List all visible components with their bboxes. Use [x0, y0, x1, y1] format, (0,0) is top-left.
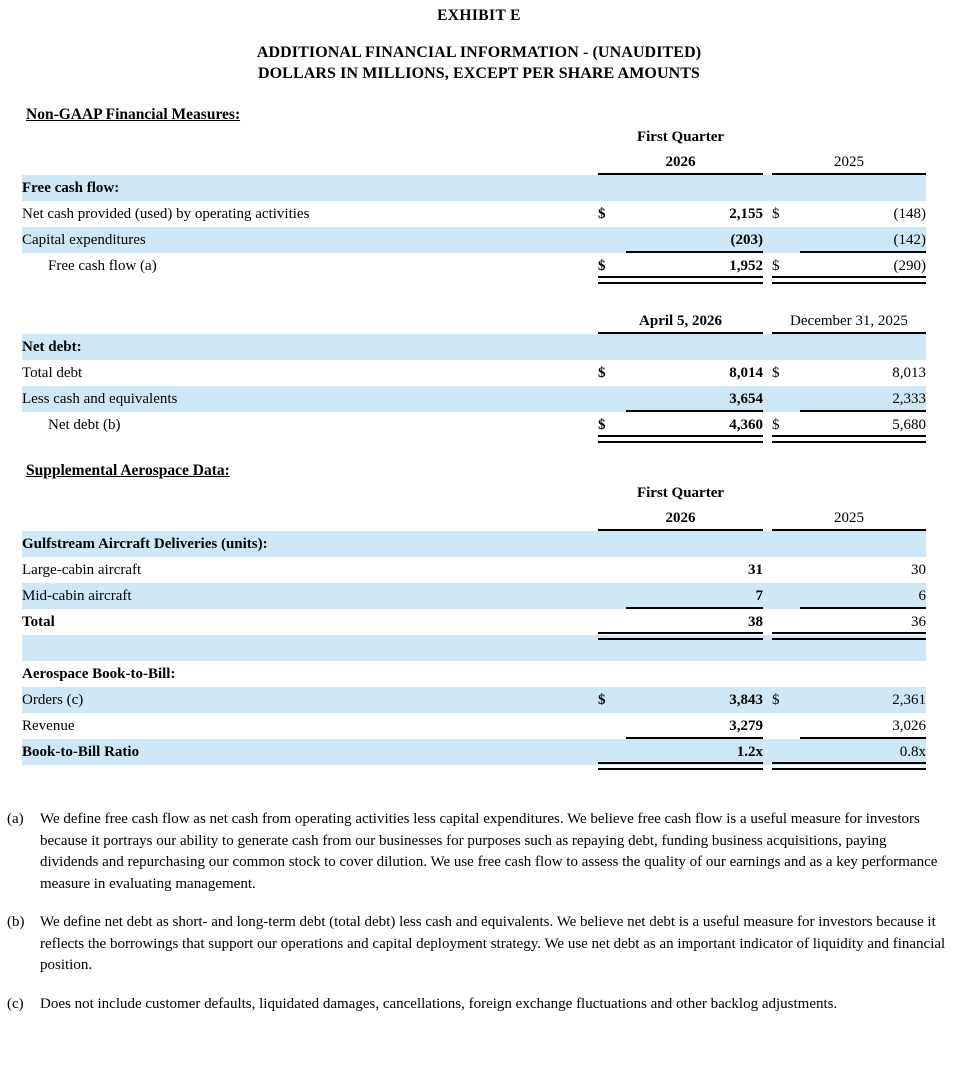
netdebt-total-cur-2026: $: [598, 412, 626, 438]
deliveries-total-val-2026: 38: [626, 609, 763, 635]
btb-ratio-row: [22, 739, 926, 765]
fcf-group-header-row: [22, 124, 926, 150]
fcf-total-cur-2025: $: [772, 253, 800, 279]
netdebt-total-val-2025: 5,680: [800, 412, 926, 438]
deliveries-row-0-val-2025: 30: [911, 562, 926, 578]
deliveries-column-header-row: [22, 506, 926, 531]
btb-title: Aerospace Book-to-Bill:: [22, 666, 176, 682]
footnote-b-text: We define net debt as short- and long-term debt (total debt) less cash and equivalents. We believe net debt is a useful measure for investors because it reflects the borrowings that support our operations and capital deployment strategy. We use net debt as an important indicator of liquidity and financial position.: [40, 914, 946, 973]
subtitle-line-1: ADDITIONAL FINANCIAL INFORMATION - (UNAUDITED): [256, 44, 702, 61]
netdebt-row-1-val-2026: 3,654: [626, 386, 763, 412]
table-row: [22, 713, 926, 739]
fcf-row-1-label: Capital expenditures: [22, 227, 598, 253]
fcf-column-header-row: [22, 150, 926, 175]
table-row: [22, 687, 926, 713]
netdebt-row-0-val-2025: 8,013: [892, 365, 926, 381]
footnote-c: [7, 994, 947, 1016]
deliveries-row-0-label: Large-cabin aircraft: [22, 562, 142, 578]
btb-row-0-cur-2026: $: [598, 687, 626, 713]
netdebt-col-2025: December 31, 2025: [772, 309, 926, 334]
document-header: [0, 0, 958, 84]
footnote-c-text: Does not include customer defaults, liquidated damages, cancellations, foreign exchange fluctuations and other backlog adjustments.: [40, 995, 838, 1012]
btb-ratio-val-2026: 1.2x: [626, 739, 763, 765]
btb-row-1-cur-2026: [598, 713, 626, 739]
fcf-row-0-label: Net cash provided (used) by operating activities: [22, 206, 310, 222]
aerospace-table: [22, 480, 926, 765]
footnote-a-mark: (a): [7, 811, 24, 827]
table-row: [22, 557, 926, 583]
deliveries-row-1-val-2025: 6: [800, 583, 926, 609]
netdebt-row-0-label: Total debt: [22, 365, 83, 381]
deliveries-col-2026: 2026: [598, 506, 763, 531]
netdebt-row-1-cur-2026: [598, 386, 626, 412]
deliveries-title: Gulfstream Aircraft Deliveries (units):: [22, 531, 598, 557]
deliveries-group-header: First Quarter: [636, 485, 725, 501]
fcf-row-1-val-2026: (203): [626, 227, 763, 253]
netdebt-column-header-row: [22, 309, 926, 334]
netdebt-row-0-cur-2025: $: [772, 365, 780, 381]
fcf-total-label: Free cash flow (a): [48, 258, 157, 274]
deliveries-group-header-row: [22, 480, 926, 506]
netdebt-row-1-val-2025: 2,333: [800, 386, 926, 412]
netdebt-row-0-val-2026: 8,014: [729, 365, 763, 381]
deliveries-row-0-val-2026: 31: [748, 562, 763, 578]
netdebt-total-val-2026: 4,360: [626, 412, 763, 438]
btb-row-0-val-2025: 2,361: [800, 687, 926, 713]
netdebt-col-2026: April 5, 2026: [598, 309, 763, 334]
fcf-title-row: [22, 175, 926, 201]
fcf-group-header: First Quarter: [636, 129, 725, 145]
btb-row-0-label: Orders (c): [22, 687, 598, 713]
btb-row-0-cur-2025: $: [772, 687, 800, 713]
deliveries-total-val-2025: 36: [800, 609, 926, 635]
non-gaap-section: [0, 106, 958, 124]
table-row: [22, 360, 926, 386]
document-subtitle: [0, 42, 958, 84]
fcf-total-val-2026: 1,952: [626, 253, 763, 279]
netdebt-total-cur-2025: $: [772, 412, 800, 438]
supplemental-aerospace-section: [0, 462, 958, 480]
fcf-row-0-cur-2026: $: [598, 206, 606, 222]
btb-row-1-val-2025: 3,026: [800, 713, 926, 739]
btb-row-0-val-2026: 3,843: [626, 687, 763, 713]
footnote-b: [7, 912, 947, 977]
netdebt-row-1-label: Less cash and equivalents: [22, 386, 598, 412]
table-row: [22, 227, 926, 253]
netdebt-title: Net debt:: [22, 334, 598, 360]
supplemental-heading: Supplemental Aerospace Data:: [26, 462, 230, 479]
fcf-total-cur-2026: $: [598, 253, 626, 279]
fcf-row-0-cur-2025: $: [772, 206, 780, 222]
deliveries-col-2025: 2025: [772, 506, 926, 531]
free-cash-flow-table: [22, 124, 926, 438]
btb-title-row: [22, 661, 926, 687]
footnote-a: [7, 809, 947, 895]
netdebt-title-row: [22, 334, 926, 360]
fcf-row-0-val-2025: (148): [893, 206, 926, 222]
deliveries-row-1-label: Mid-cabin aircraft: [22, 583, 598, 609]
netdebt-row-0-cur-2026: $: [598, 365, 606, 381]
fcf-col-2026: 2026: [598, 150, 763, 175]
btb-row-1-val-2026: 3,279: [626, 713, 763, 739]
netdebt-total-row: [22, 412, 926, 438]
deliveries-row-1-val-2026: 7: [626, 583, 763, 609]
exhibit-title: EXHIBIT E: [437, 7, 521, 24]
netdebt-total-label: Net debt (b): [48, 417, 121, 433]
fcf-row-0-val-2026: 2,155: [729, 206, 763, 222]
non-gaap-heading: Non-GAAP Financial Measures:: [26, 106, 241, 123]
deliveries-title-row: [22, 531, 926, 557]
footnote-b-mark: (b): [7, 914, 25, 930]
deliveries-total-row: [22, 609, 926, 635]
table-row: [22, 386, 926, 412]
footnote-a-text: We define free cash flow as net cash from operating activities less capital expenditures. We believe free cash flow is a useful measure for investors because it portrays our ability to generate cash from our businesses for purposes such as repaying debt, funding business acquisitions, paying dividends and repurchasing our common stock to cover dilution. We use free cash flow to assess the quality of our earnings and as a key performance measure in evaluating management.: [40, 811, 938, 892]
fcf-total-val-2025: (290): [800, 253, 926, 279]
footnotes: [7, 809, 947, 1015]
table-row: [22, 201, 926, 227]
fcf-col-2025: 2025: [772, 150, 926, 175]
fcf-row-1-cur-2025: [772, 227, 800, 253]
fcf-row-1-val-2025: (142): [800, 227, 926, 253]
btb-row-1-cur-2025: [772, 713, 800, 739]
netdebt-row-1-cur-2025: [772, 386, 800, 412]
fcf-title: Free cash flow:: [22, 175, 598, 201]
deliveries-total-label: Total: [22, 614, 55, 630]
fcf-total-row: [22, 253, 926, 279]
btb-ratio-val-2025: 0.8x: [800, 739, 926, 765]
btb-row-1-label: Revenue: [22, 718, 75, 734]
subtitle-line-2: DOLLARS IN MILLIONS, EXCEPT PER SHARE AMOUNTS: [257, 65, 701, 82]
btb-ratio-label: Book-to-Bill Ratio: [22, 739, 598, 765]
table-row: [22, 583, 926, 609]
footnote-c-mark: (c): [7, 995, 24, 1012]
fcf-row-1-cur-2026: [598, 227, 626, 253]
